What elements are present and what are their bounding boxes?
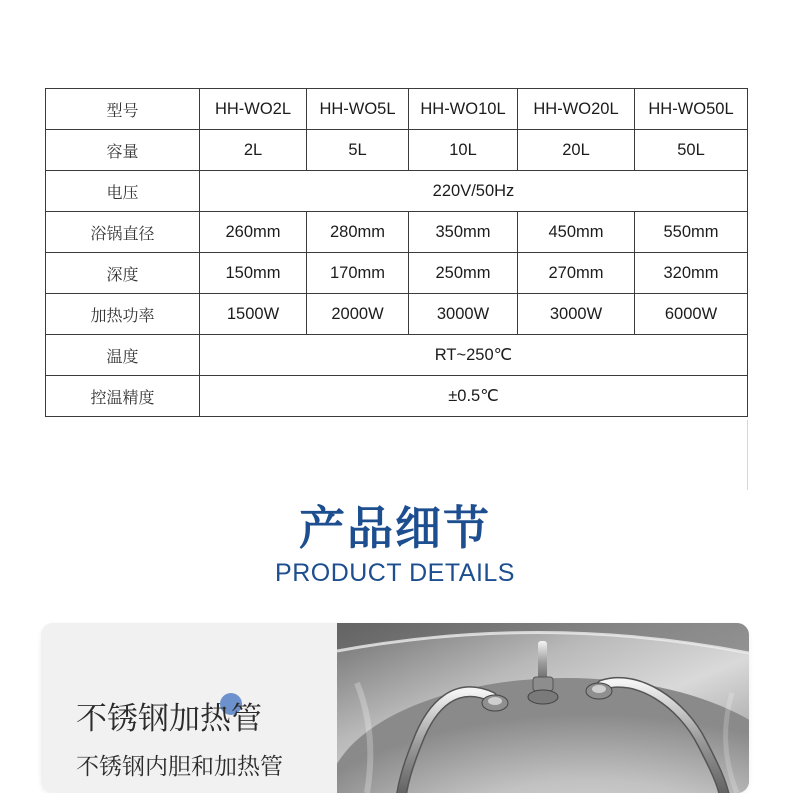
table-row-model — [46, 89, 748, 130]
row-label-depth: 深度 — [46, 253, 200, 294]
detail-title: 不锈钢加热管 — [76, 701, 262, 737]
table-row-voltage — [46, 171, 748, 212]
cell-depth-2: 170mm — [307, 253, 409, 294]
cell-power-5: 6000W — [635, 294, 748, 335]
spec-table — [45, 88, 748, 417]
row-label-power: 加热功率 — [46, 294, 200, 335]
row-label-accuracy: 控温精度 — [46, 376, 200, 417]
cell-capacity-1: 2L — [200, 130, 307, 171]
table-row-capacity — [46, 130, 748, 171]
cell-temperature: RT~250℃ — [200, 335, 748, 376]
cell-power-2: 2000W — [307, 294, 409, 335]
cell-depth-4: 270mm — [518, 253, 635, 294]
cell-capacity-2: 5L — [307, 130, 409, 171]
cell-model-2: HH-WO5L — [307, 89, 409, 130]
cell-capacity-3: 10L — [409, 130, 518, 171]
section-subtitle: PRODUCT DETAILS — [275, 559, 515, 587]
table-row-diameter — [46, 212, 748, 253]
section-title: 产品细节 — [299, 501, 491, 555]
cell-diameter-3: 350mm — [409, 212, 518, 253]
cell-depth-3: 250mm — [409, 253, 518, 294]
row-label-capacity: 容量 — [46, 130, 200, 171]
cell-model-5: HH-WO50L — [635, 89, 748, 130]
row-label-voltage: 电压 — [46, 171, 200, 212]
detail-text-panel — [41, 623, 337, 793]
row-label-diameter: 浴锅直径 — [46, 212, 200, 253]
cell-model-3: HH-WO10L — [409, 89, 518, 130]
table-row-depth — [46, 253, 748, 294]
cell-capacity-5: 50L — [635, 130, 748, 171]
cell-diameter-1: 260mm — [200, 212, 307, 253]
cell-voltage: 220V/50Hz — [200, 171, 748, 212]
table-row-power — [46, 294, 748, 335]
detail-card — [41, 623, 749, 793]
cell-depth-1: 150mm — [200, 253, 307, 294]
cell-power-3: 3000W — [409, 294, 518, 335]
row-label-temperature: 温度 — [46, 335, 200, 376]
cell-depth-5: 320mm — [635, 253, 748, 294]
cell-power-1: 1500W — [200, 294, 307, 335]
detail-description: 不锈钢内胆和加热管 — [76, 754, 283, 780]
row-label-model: 型号 — [46, 89, 200, 130]
table-row-accuracy — [46, 376, 748, 417]
cell-model-1: HH-WO2L — [200, 89, 307, 130]
table-row-temperature — [46, 335, 748, 376]
cell-power-4: 3000W — [518, 294, 635, 335]
bath-interior-image — [337, 623, 749, 793]
divider — [747, 420, 748, 490]
stainless-steel-bath-photo — [337, 623, 749, 793]
cell-capacity-4: 20L — [518, 130, 635, 171]
cell-diameter-4: 450mm — [518, 212, 635, 253]
cell-model-4: HH-WO20L — [518, 89, 635, 130]
cell-diameter-2: 280mm — [307, 212, 409, 253]
cell-diameter-5: 550mm — [635, 212, 748, 253]
cell-accuracy: ±0.5℃ — [200, 376, 748, 417]
